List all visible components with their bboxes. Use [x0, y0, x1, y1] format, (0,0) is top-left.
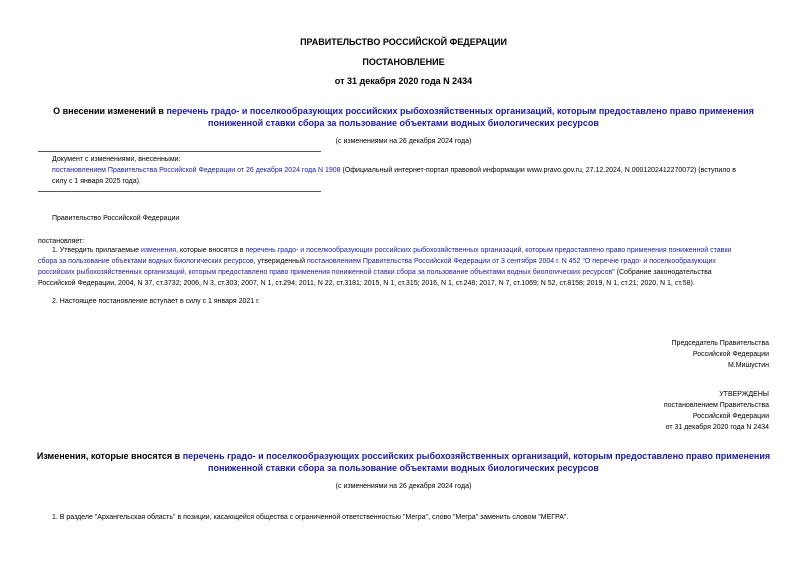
changes-block-effective: силу с 1 января 2025 года). [52, 178, 141, 185]
government-name: Правительство Российской Федерации [52, 215, 180, 222]
document-type-heading: ПОСТАНОВЛЕНИЕ [362, 57, 445, 67]
list-link[interactable]: перечень градо- и поселкообразующих российских рыбохозяйственных организаций, которым предоставлено право применения пониженной ставки [245, 247, 732, 254]
p1-text-a: 1. Утвердить прилагаемые [52, 247, 141, 254]
divider-top [38, 151, 321, 152]
signature-country: Российской Федерации [692, 351, 769, 358]
document-title [0, 105, 807, 129]
changes-block-intro: Документ с изменениями, внесенными: [52, 156, 181, 163]
decrees-word: постановляет: [38, 238, 85, 245]
approved-date: от 31 декабря 2020 года N 2434 [665, 424, 769, 431]
government-heading: ПРАВИТЕЛЬСТВО РОССИЙСКОЙ ФЕДЕРАЦИИ [300, 37, 507, 47]
p1-text-b: , которые вносятся в [176, 247, 246, 254]
paragraph-2: 2. Настоящее постановление вступает в силу с 1 января 2021 г. [52, 298, 260, 305]
title-link[interactable]: перечень градо- и поселкообразующих российских рыбохозяйственных организаций, которым предоставлено право применения [166, 106, 754, 116]
decree-452-link-line2[interactable]: российских рыбохозяйственных организаций, которым предоставлено право применения пониженной ставки сбора за пользование объектами водных биологических ресурсов" [38, 269, 615, 276]
approved-by: постановлением Правительства [663, 402, 769, 409]
p1-text-c: , утвержденный [253, 258, 307, 265]
list-link-line2[interactable]: сбора за пользование объектами водных биологических ресурсов [38, 258, 254, 265]
changes-title [0, 450, 807, 474]
decree-452-link[interactable]: постановлением Правительства Российской Федерации от 3 сентября 2004 г. N 452 "О перечне градо- и поселкообразующих [306, 258, 716, 265]
amendment-note-2: (с изменениями на 26 декабря 2024 года) [335, 483, 472, 490]
changes-title-link-line2[interactable]: пониженной ставки сбора за пользование объектами водных биологических ресурсов [208, 463, 599, 473]
changes-block [52, 154, 772, 187]
approval-block [664, 389, 769, 433]
changes-title-prefix: Изменения, которые вносятся в [36, 451, 183, 461]
paragraph-1 [38, 245, 778, 289]
changes-link[interactable]: изменения [140, 247, 177, 254]
change-item-1: 1. В разделе "Архангельская область" в позиции, касающейся общества с ограниченной ответственностью "Мегра", слово "Мегра" заменить словом "МЕГРА". [52, 514, 569, 521]
title-prefix: О внесении изменений в [53, 106, 167, 116]
changes-block-source: (Официальный интернет-портал правовой информации www.pravo.gov.ru, 27.12.2024, N 0001202412270072) (вступило в [340, 167, 736, 174]
signature-name: М.Мишустин [727, 362, 769, 369]
amendment-note: (с изменениями на 26 декабря 2024 года) [335, 138, 472, 145]
title-link-line2[interactable]: пониженной ставки сбора за пользование объектами водных биологических ресурсов [208, 118, 599, 128]
divider-bottom [38, 191, 321, 192]
signature-block [672, 338, 769, 371]
date-number-heading: от 31 декабря 2020 года N 2434 [334, 76, 473, 86]
approved-country: Российской Федерации [692, 413, 769, 420]
p1-text-d: (Собрание законодательства [614, 269, 712, 276]
amending-decree-link[interactable]: постановлением Правительства Российской Федерации от 26 декабря 2024 года N 1908 [52, 167, 341, 174]
p1-sources: Российской Федерации, 2004, N 37, ст.3732; 2006, N 3, ст.303; 2007, N 1, ст.294; 2011, N 22, ст.3181; 2015, N 1, ст.315; 2016, N 1, ст.248; 2017, N 7, ст.1069; N 52, ст.8158; 2019, N 1, ст.21; 2020, N 1, ст.58). [38, 280, 695, 287]
changes-title-link[interactable]: перечень градо- и поселкообразующих российских рыбохозяйственных организаций, которым предоставлено право применения [182, 451, 771, 461]
signature-position: Председатель Правительства [671, 340, 769, 347]
approved-label: УТВЕРЖДЕНЫ [719, 391, 769, 398]
